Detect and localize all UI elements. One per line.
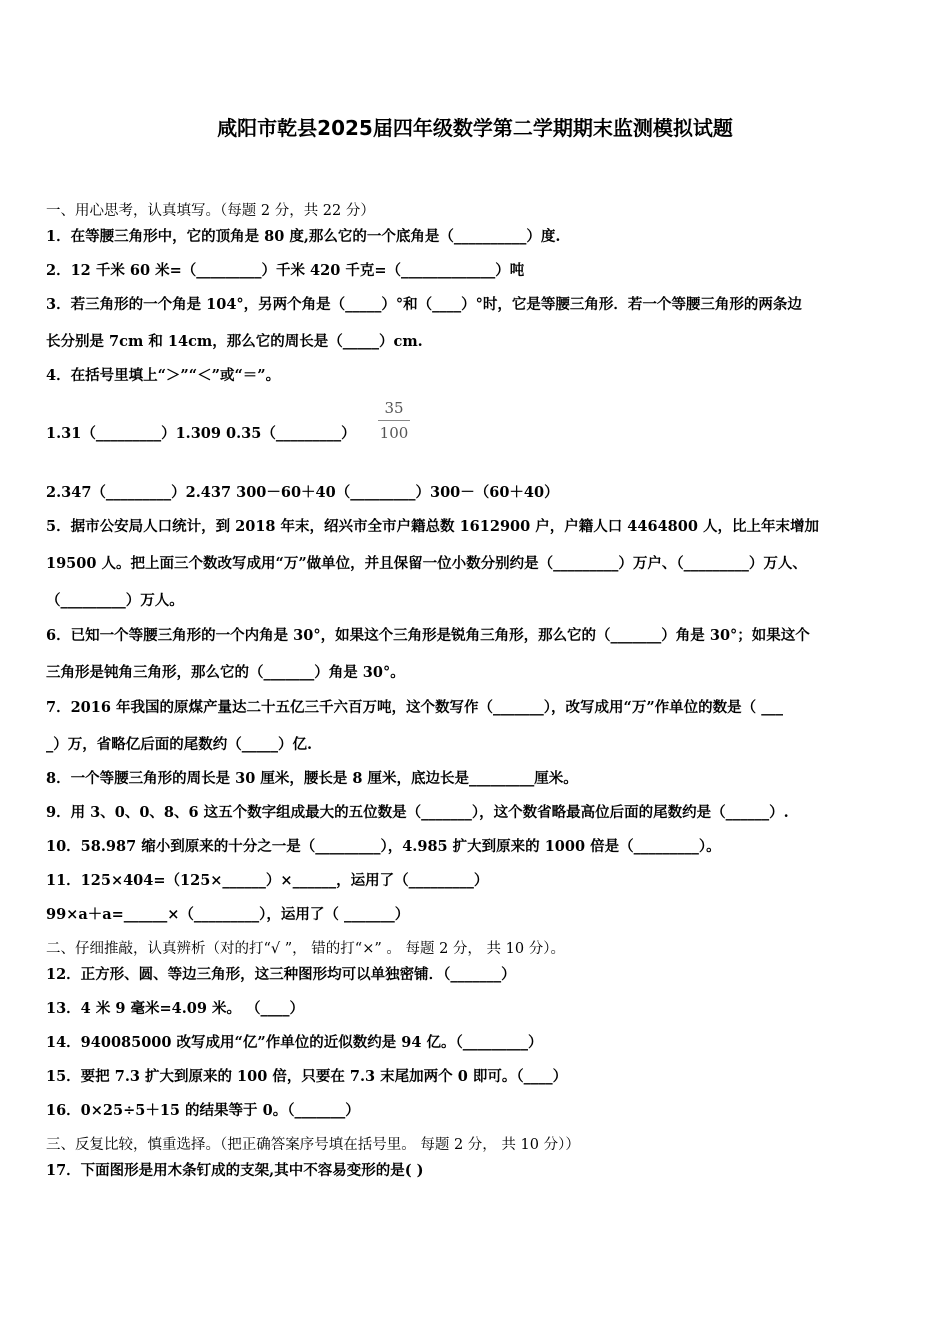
section-heading-1: 一、用心思考，认真填写。（每题 2 分，共 22 分） bbox=[46, 203, 375, 219]
question-11-line-2: 99×a＋a=______×（_________），运用了（ _______） bbox=[46, 906, 410, 923]
fraction-bar bbox=[378, 420, 410, 421]
page-title: 咸阳市乾县2025届四年级数学第二学期期末监测模拟试题 bbox=[217, 116, 733, 140]
question-12: 12．正方形、圆、等边三角形，这三种图形均可以单独密铺．（_______） bbox=[46, 966, 516, 983]
question-15: 15．要把 7.3 扩大到原来的 100 倍，只要在 7.3 末尾加两个 0 即可。（____） bbox=[46, 1068, 568, 1085]
fraction-denominator: 100 bbox=[379, 424, 409, 442]
question-17: 17．下面图形是用木条钉成的支架,其中不容易变形的是( ) bbox=[46, 1162, 424, 1179]
question-4-row-1: 1.31（_________）1.309 0.35（_________） bbox=[46, 425, 356, 442]
question-7-line-2: _）万，省略亿后面的尾数约（_____）亿. bbox=[46, 736, 313, 753]
question-5-line-3: （_________）万人。 bbox=[46, 592, 184, 609]
question-6-line-2: 三角形是钝角三角形，那么它的（_______）角是 30°。 bbox=[46, 664, 405, 681]
question-16: 16．0×25÷5＋15 的结果等于 0。（_______） bbox=[46, 1102, 360, 1119]
question-3-line-2: 长分别是 7cm 和 14cm，那么它的周长是（_____）cm. bbox=[46, 333, 423, 350]
question-3-line-1: 3．若三角形的一个角是 104°，另两个角是（_____）°和（____）°时，它是等腰三角形．若一个等腰三角形的两条边 bbox=[46, 296, 802, 313]
fraction-35-over-100 bbox=[378, 398, 410, 443]
question-6-line-1: 6．已知一个等腰三角形的一个内角是 30°，如果这个三角形是锐角三角形，那么它的（_______）角是 30°；如果这个 bbox=[46, 627, 810, 644]
question-5-line-2: 19500 人。把上面三个数改写成用“万”做单位，并且保留一位小数分别约是（_________）万户、（_________）万人、 bbox=[46, 555, 807, 572]
question-14: 14．940085000 改写成用“亿”作单位的近似数约是 94 亿。（_________） bbox=[46, 1034, 543, 1051]
question-2: 2．12 千米 60 米=（_________）千米 420 千克=（_____________）吨 bbox=[46, 262, 525, 279]
question-8: 8．一个等腰三角形的周长是 30 厘米，腰长是 8 厘米，底边长是_________厘米。 bbox=[46, 770, 578, 787]
section-heading-2: 二、仔细推敲，认真辨析（对的打“√ ”， 错的打“×” 。 每题 2 分， 共 10 分）。 bbox=[46, 941, 565, 957]
question-11-line-1: 11．125×404=（125×______）×______，运用了（_________） bbox=[46, 872, 489, 889]
question-4-row-2: 2.347（_________）2.437 300－60＋40（_________）300－（60＋40） bbox=[46, 484, 559, 501]
question-4: 4．在括号里填上“＞”“＜”或“＝”。 bbox=[46, 367, 281, 384]
question-7-line-1: 7．2016 年我国的原煤产量达二十五亿三千六百万吨，这个数写作（_______），改写成用“万”作单位的数是（ ___ bbox=[46, 699, 783, 716]
question-10: 10．58.987 缩小到原来的十分之一是（_________），4.985 扩大到原来的 1000 倍是（_________）。 bbox=[46, 838, 721, 855]
question-5-line-1: 5．据市公安局人口统计，到 2018 年末，绍兴市全市户籍总数 1612900 户，户籍人口 4464800 人，比上年末增加 bbox=[46, 518, 819, 535]
question-13: 13．4 米 9 毫米=4.09 米。 （____） bbox=[46, 1000, 305, 1017]
question-1: 1．在等腰三角形中，它的顶角是 80 度,那么它的一个底角是（__________）度. bbox=[46, 228, 561, 245]
section-heading-3: 三、反复比较，慎重选择。（把正确答案序号填在括号里。 每题 2 分， 共 10 分）） bbox=[46, 1137, 580, 1153]
fraction-numerator: 35 bbox=[384, 399, 404, 417]
question-9: 9．用 3、0、0、8、6 这五个数字组成最大的五位数是（_______），这个数省略最高位后面的尾数约是（______）. bbox=[46, 804, 789, 821]
